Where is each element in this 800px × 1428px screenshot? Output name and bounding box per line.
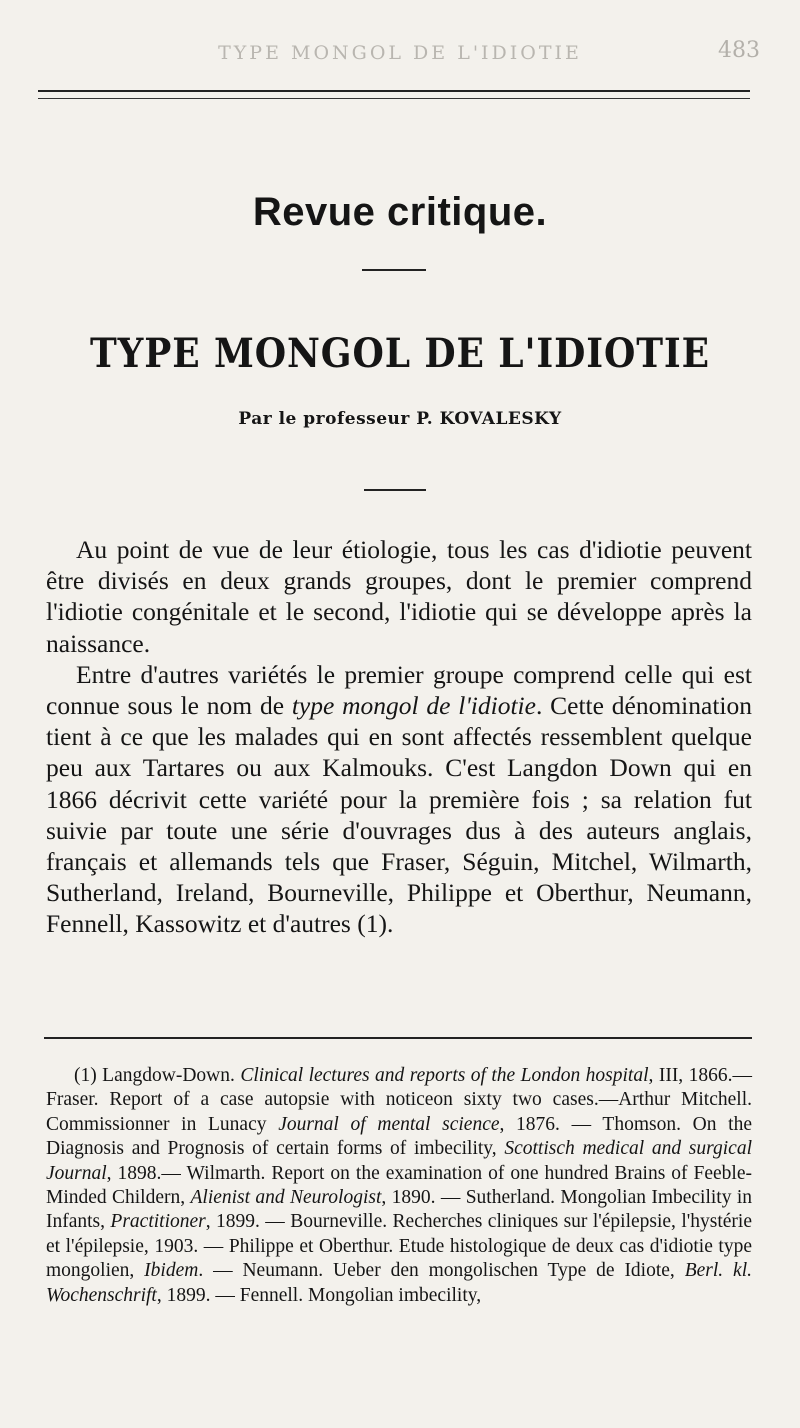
article-title: TYPE MONGOL DE L'IDIOTIE — [89, 330, 711, 377]
paragraph-2 — [46, 659, 752, 940]
footnote-citation: Journal of mental science — [278, 1113, 500, 1135]
footnote-paragraph — [46, 1064, 752, 1308]
title-divider — [362, 269, 426, 271]
article-body — [46, 534, 752, 940]
footnote-citation: Alienist and Neurologist — [190, 1187, 382, 1209]
paragraph-2-part-a: Entre d'autres variétés le premier groupe comprend celle qui est connue sous le nom de — [46, 659, 752, 721]
footnote-citation: Clinical lectures and reports of the London hospital — [240, 1065, 649, 1086]
footnote-text: , III, 1866.— Fraser. Report of a case autopsie with noticeon sixty two cases.—Arthur Mitchell. Commissionner in Lunacy — [46, 1065, 752, 1135]
footnote-text: (1) Langdow-Down. — [74, 1065, 241, 1086]
footnote-text: , 1898.— Wilmarth. Report on the examination of one hundred Brains of Feeble-Minded Childern, — [46, 1162, 752, 1209]
footnote-text: , 1876. — Thomson. On the Diagnosis and Prognosis of certain forms of imbecility, — [46, 1113, 752, 1160]
paragraph-2-part-b: . Cette dénomination tient à ce que les malades qui en sont affectés ressemblent quelque peu aux Tartares ou aux Kalmouks. C'est Langdon Down qui en 1866 décrivit cette variété pour la première fois ; sa relation fut suivie par toute une série d'ouvrages dus à des auteurs anglais, français et allemands tels que Fraser, Séguin, Mitchel, Wilmarth, Sutherland, Ireland, Bourneville, Philippe et Oberthur, Neumann, Fennell, Kassowitz et d'autres (1). — [46, 691, 752, 939]
section-title: Revue critique. — [252, 190, 548, 234]
page-number: 483 — [718, 38, 760, 63]
byline-divider — [364, 489, 426, 491]
footnote-text: , 1899. — Fennell. Mongolian imbecility, — [156, 1284, 482, 1306]
footnote-text: , 1890. — Sutherland. Mongolian Imbecility in Infants, — [46, 1187, 752, 1233]
footnote-text: . — Neumann. Ueber den mongolischen Type de Idiote, — [198, 1260, 685, 1282]
article-byline: Par le professeur P. KOVALESKY — [238, 409, 562, 429]
footnote-citation: Scottisch medical and surgical Journal — [46, 1138, 752, 1184]
paragraph-1: Au point de vue de leur étiologie, tous les cas d'idiotie peuvent être divisés en deux grands groupes, dont le premier comprend l'idiotie congénitale et le second, l'idiotie qui se développe après la naissance. — [46, 535, 752, 658]
footnote-rule — [44, 1037, 752, 1039]
footnote-citation: Practitioner — [110, 1211, 206, 1233]
header-double-rule — [38, 90, 750, 99]
paragraph-2-emphasis: type mongol de l'idiotie — [291, 691, 536, 721]
running-head: TYPE MONGOL DE L'IDIOTIE — [218, 42, 582, 64]
footnote-text: , 1899. — Bourneville. Recherches cliniques sur l'épilepsie, l'hystérie et l'épilepsie, 1903. — Philippe et Oberthur. Etude histologique de deux cas d'idiotie type mongolien, — [46, 1211, 752, 1282]
footnote — [46, 1064, 752, 1308]
footnote-citation: Berl. kl. Wochenschrift — [46, 1260, 752, 1306]
footnote-citation: Ibidem — [144, 1260, 199, 1282]
